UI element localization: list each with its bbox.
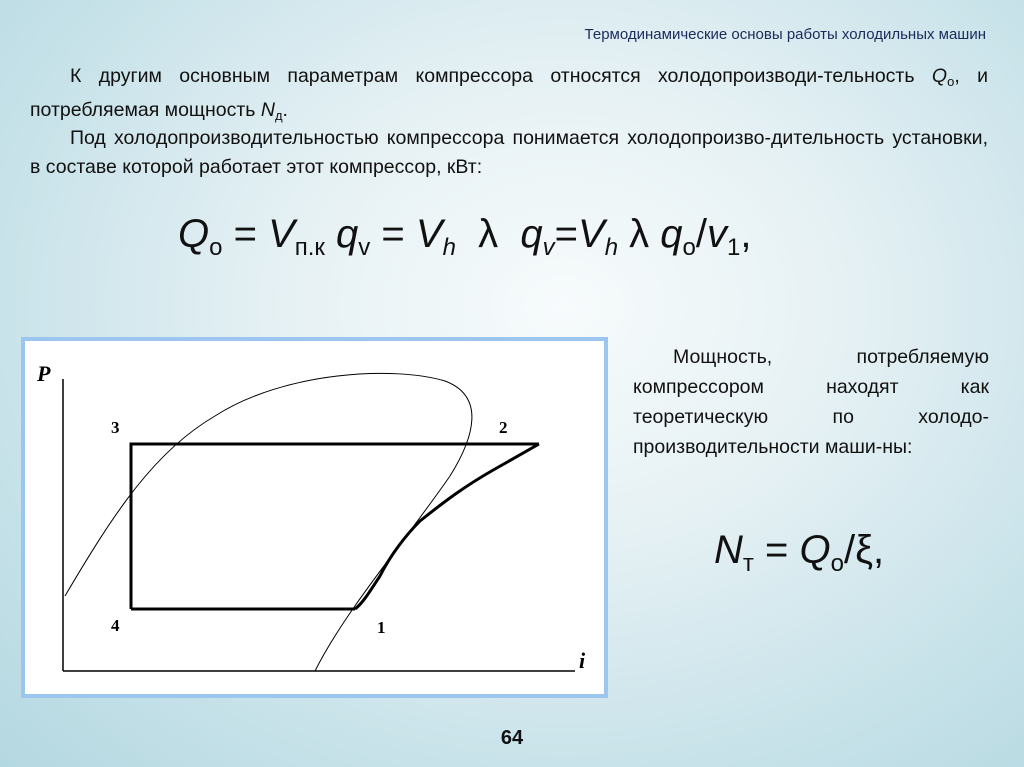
p-i-diagram-svg [25,341,604,694]
para1-text-b: , и потребляемая мощность [30,65,988,121]
para1-text-c: . [282,99,288,121]
p-i-diagram [21,337,608,698]
symbol-n-subscript: д [274,108,283,123]
cycle-line-4-3-2 [131,444,539,609]
point-label-2: 2 [499,418,508,437]
side-text: Мощность, потребляемую компрессором находят как теоретическую по холодо-производительности маши-ны: [633,346,989,458]
point-label-3: 3 [111,418,120,437]
point-label-1: 1 [377,618,386,637]
formula-power: $N_т = Q_о/\xi$, [714,528,885,577]
symbol-q-subscript: о [947,74,955,89]
paragraph-definition [30,124,988,182]
symbol-q: Q [931,65,948,87]
side-paragraph-power [633,342,989,462]
page-number: 64 [500,727,524,749]
para1-text-a: К другим основным параметрам компрессора относятся холодопроизводи-тельность [70,65,932,87]
i-axis-label: i [579,648,586,673]
saturation-curve [65,373,472,671]
formula-cooling-capacity: $Q_о = V_{п.к}$ $q_v = V_h$ λ $q_v=V_h$ λ $q_о/v_1$, [178,212,752,261]
compression-curve-1-2 [355,444,539,609]
paragraph-main-parameters [30,62,988,130]
p-axis-label: P [37,361,51,386]
symbol-n: N [260,99,275,121]
point-label-4: 4 [111,616,120,635]
para2-text: Под холодопроизводительностью компрессора понимается холодопроизво-дительность установки, в составе которой работает этот компрессор, кВт: [30,127,988,178]
slide-header-title: Термодинамические основы работы холодильных машин [584,26,986,43]
